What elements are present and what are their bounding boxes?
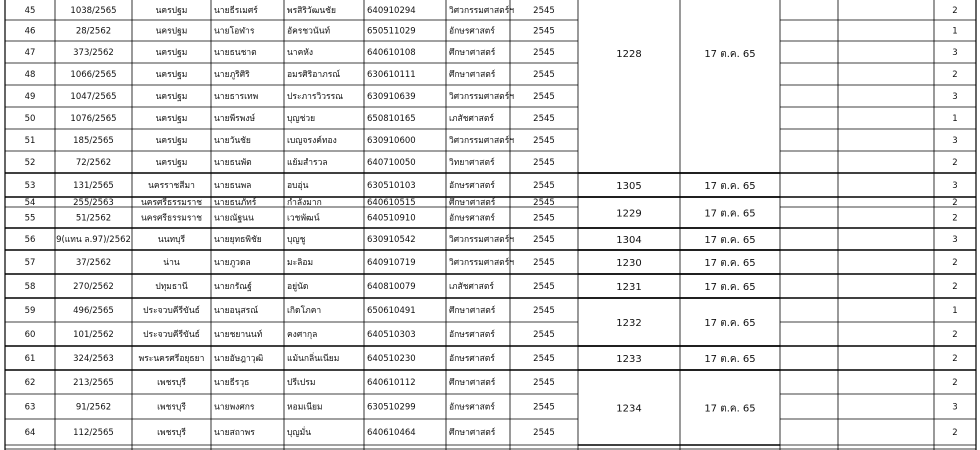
cell-date: 17 ต.ค. 65 (704, 49, 756, 60)
cell-no: 48 (24, 70, 36, 80)
cell-last: มะลิอม (287, 258, 314, 268)
cell-count: 1 (952, 114, 958, 124)
cell-room: 1234 (616, 403, 642, 415)
cell-prov: นครปฐม (155, 114, 188, 124)
cell-doc: 324/2563 (73, 354, 114, 364)
cell-id: 630910639 (367, 92, 416, 102)
cell-room: 1233 (616, 354, 642, 365)
cell-count: 2 (952, 70, 958, 80)
cell-date: 17 ต.ค. 65 (704, 282, 756, 293)
cell-prov: น่าน (163, 258, 180, 268)
cell-no: 58 (24, 282, 36, 292)
cell-room: 1305 (616, 181, 642, 192)
cell-fac: วิศวกรรมศาสตร์ฯ (449, 258, 515, 268)
cell-no: 54 (24, 198, 36, 208)
cell-date: 17 ต.ค. 65 (704, 354, 756, 365)
cell-no: 55 (24, 213, 36, 224)
cell-prov: นครราชสีมา (148, 181, 195, 191)
cell-last: ประภารวิวรรณ (287, 92, 344, 102)
cell-first: นายธนชาต (214, 48, 257, 58)
cell-last: อมรศิริอาภรณ์ (287, 70, 341, 80)
cell-first: นายสถาพร (214, 428, 255, 438)
cell-first: นายธนพล (214, 181, 252, 191)
cell-doc: 373/2562 (73, 48, 114, 58)
cell-fac: ศึกษาศาสตร์ (449, 378, 496, 388)
cell-id: 640910719 (367, 258, 416, 268)
cell-fac: เภสัชศาสตร์ (449, 114, 494, 124)
cell-doc: 101/2562 (73, 330, 114, 340)
cell-date: 17 ต.ค. 65 (704, 403, 756, 415)
cell-last: คงศากุล (287, 330, 318, 340)
cell-first: นายธีรเมศร์ (214, 6, 258, 16)
cell-last: หอมเนียม (287, 402, 323, 413)
cell-fac: วิศวกรรมศาสตร์ฯ (449, 6, 515, 16)
cell-first: นายกรัณฐ์ (214, 282, 252, 292)
cell-id: 640610112 (367, 378, 416, 388)
cell-first: นายพีรพงษ์ (214, 114, 256, 124)
cell-doc: 1038/2565 (70, 6, 117, 16)
cell-year: 2545 (533, 136, 555, 146)
cell-last: บุญมั่น (287, 428, 312, 438)
cell-id: 640510910 (367, 213, 416, 224)
cell-no: 53 (24, 181, 36, 191)
cell-count: 3 (952, 48, 958, 58)
cell-first: นายวันชัย (214, 136, 251, 146)
cell-room: 1231 (616, 282, 642, 293)
cell-id: 650810165 (367, 114, 416, 124)
cell-id: 630510299 (367, 402, 416, 413)
cell-first: นายอัษฎาวุฒิ (214, 354, 264, 364)
cell-doc: 37/2562 (75, 258, 112, 268)
cell-id: 640610464 (367, 428, 416, 438)
cell-first: นายอนุสรณ์ (214, 306, 259, 316)
cell-year: 2545 (533, 181, 555, 191)
cell-prov: เพชรบุรี (157, 402, 186, 413)
cell-count: 2 (952, 6, 958, 16)
cell-year: 2545 (533, 6, 555, 16)
cell-room: 1232 (616, 318, 642, 329)
cell-prov: นครศรีธรรมราช (140, 198, 203, 208)
cell-count: 2 (952, 330, 958, 340)
cell-no: 60 (24, 330, 36, 340)
cell-count: 2 (952, 354, 958, 364)
cell-no: 46 (24, 26, 36, 37)
cell-year: 2545 (533, 70, 555, 80)
cell-count: 2 (952, 213, 958, 224)
cell-prov: นครศรีธรรมราช (140, 213, 203, 224)
cell-last: อัครชวนันท์ (287, 26, 331, 37)
cell-doc: 1047/2565 (70, 92, 117, 102)
cell-last: พรสิริวัฒนชัย (287, 6, 336, 16)
cell-doc: 1076/2565 (70, 114, 117, 124)
cell-prov: นครปฐม (155, 92, 188, 102)
cell-first: นายโอฬาร (214, 26, 255, 37)
cell-count: 3 (952, 136, 958, 146)
cell-doc: 131/2565 (73, 181, 114, 191)
cell-room: 1304 (616, 235, 642, 246)
cell-count: 3 (952, 402, 958, 413)
cell-fac: ศึกษาศาสตร์ (449, 428, 496, 438)
cell-doc: 270/2562 (73, 282, 114, 292)
cell-year: 2545 (533, 306, 555, 316)
cell-year: 2545 (533, 114, 555, 124)
cell-no: 50 (24, 114, 36, 124)
cell-first: นายณัฐนน (214, 213, 254, 224)
cell-year: 2545 (533, 428, 555, 438)
cell-fac: ศึกษาศาสตร์ (449, 306, 496, 316)
cell-year: 2545 (533, 92, 555, 102)
cell-year: 2545 (533, 158, 555, 168)
cell-no: 61 (24, 354, 36, 364)
cell-no: 52 (24, 158, 36, 168)
cell-doc: 112/2565 (73, 428, 114, 438)
cell-no: 59 (24, 306, 36, 316)
cell-no: 62 (24, 378, 36, 388)
cell-prov: ประจวบคีรีขันธ์ (143, 306, 200, 316)
cell-last: เกิดโภคา (287, 306, 322, 316)
cell-last: เบญจรงค์ทอง (287, 136, 337, 146)
cell-fac: ศึกษาศาสตร์ (449, 70, 496, 80)
cell-prov: นครปฐม (155, 6, 188, 16)
cell-fac: อักษรศาสตร์ (449, 213, 495, 224)
cell-doc: 28/2562 (75, 26, 112, 37)
cell-no: 45 (24, 6, 36, 16)
cell-prov: ปทุมธานี (155, 282, 188, 292)
cell-fac: วิทยาศาสตร์ (449, 158, 495, 168)
cell-date: 17 ต.ค. 65 (704, 208, 756, 220)
cell-prov: พระนครศรีอยุธยา (138, 354, 205, 364)
cell-id: 640610108 (367, 48, 416, 58)
cell-id: 640610515 (367, 198, 416, 208)
cell-last: เวชพัฒน์ (287, 213, 320, 224)
cell-prov: ประจวบคีรีขันธ์ (143, 330, 200, 340)
cell-date: 17 ต.ค. 65 (704, 318, 756, 329)
cell-fac: วิศวกรรมศาสตร์ฯ (449, 136, 515, 146)
cell-no: 57 (24, 258, 36, 268)
cell-first: นายธีรวุธ (214, 378, 250, 388)
cell-year: 2545 (533, 235, 555, 245)
cell-first: นายชยานนท์ (214, 330, 263, 340)
cell-room: 1230 (616, 258, 642, 269)
cell-fac: อักษรศาสตร์ (449, 402, 495, 413)
cell-year: 2545 (533, 354, 555, 364)
cell-doc: 213/2565 (73, 378, 114, 388)
cell-fac: ศึกษาศาสตร์ (449, 198, 496, 208)
cell-year: 2545 (533, 213, 555, 224)
cell-count: 1 (952, 306, 958, 316)
cell-id: 650610491 (367, 306, 416, 316)
cell-last: กำลังมาก (287, 198, 322, 208)
cell-doc: 1066/2565 (70, 70, 117, 80)
cell-id: 640510303 (367, 330, 416, 340)
cell-no: 63 (24, 402, 36, 413)
cell-room: 1229 (616, 208, 642, 220)
cell-year: 2545 (533, 330, 555, 340)
cell-no: 56 (24, 235, 36, 245)
cell-count: 2 (952, 428, 958, 438)
cell-count: 2 (952, 282, 958, 292)
cell-no: 51 (24, 136, 36, 146)
cell-year: 2545 (533, 48, 555, 58)
cell-year: 2545 (533, 198, 555, 208)
cell-no: 49 (24, 92, 36, 102)
cell-id: 630910600 (367, 136, 416, 146)
cell-date: 17 ต.ค. 65 (704, 235, 756, 246)
cell-year: 2545 (533, 282, 555, 292)
cell-fac: วิศวกรรมศาสตร์ฯ (449, 92, 515, 102)
cell-fac: อักษรศาสตร์ (449, 26, 495, 37)
cell-date: 17 ต.ค. 65 (704, 181, 756, 192)
cell-id: 630610111 (367, 70, 416, 80)
cell-count: 3 (952, 181, 958, 191)
cell-id: 650511029 (367, 26, 416, 37)
cell-prov: เพชรบุรี (157, 428, 186, 438)
cell-last: บุญช่วย (287, 114, 316, 124)
cell-fac: วิศวกรรมศาสตร์ฯ (449, 235, 515, 245)
cell-count: 2 (952, 378, 958, 388)
cell-count: 2 (952, 158, 958, 168)
cell-first: นายภูวดล (214, 258, 251, 268)
cell-id: 630910542 (367, 235, 416, 245)
cell-doc: 51/2562 (75, 213, 112, 224)
cell-year: 2545 (533, 258, 555, 268)
cell-id: 630510103 (367, 181, 416, 191)
cell-first: นายธารเทพ (214, 92, 259, 102)
cell-prov: เพชรบุรี (157, 378, 186, 388)
cell-fac: อักษรศาสตร์ (449, 330, 495, 340)
cell-no: 64 (24, 428, 36, 438)
cell-first: นายยุทธพิชัย (214, 235, 262, 245)
cell-id: 640910294 (367, 6, 416, 16)
cell-room: 1228 (616, 49, 642, 60)
cell-id: 640810079 (367, 282, 416, 292)
cell-last: อยู่นัด (287, 282, 309, 292)
cell-prov: นครปฐม (155, 136, 188, 146)
cell-first: นายพงศกร (214, 402, 255, 413)
cell-id: 640710050 (367, 158, 416, 168)
cell-last: ปรีเปรม (287, 378, 316, 388)
cell-fac: อักษรศาสตร์ (449, 181, 495, 191)
cell-year: 2545 (533, 378, 555, 388)
cell-last: อบอุ่น (287, 181, 309, 191)
cell-fac: ศึกษาศาสตร์ (449, 48, 496, 58)
cell-prov: นครปฐม (155, 48, 188, 58)
cell-count: 2 (952, 198, 958, 208)
cell-prov: นครปฐม (155, 70, 188, 80)
cell-count: 2 (952, 258, 958, 268)
cell-doc: 72/2562 (75, 158, 112, 168)
cell-prov: นครปฐม (155, 26, 188, 37)
cell-count: 3 (952, 235, 958, 245)
cell-year: 2545 (533, 26, 555, 37)
cell-last: นาคหัง (287, 48, 314, 58)
cell-no: 47 (24, 48, 36, 58)
cell-fac: เภสัชศาสตร์ (449, 282, 494, 292)
cell-doc: 496/2565 (73, 306, 114, 316)
cell-doc: 185/2565 (73, 136, 114, 146)
cell-doc: 255/2563 (73, 198, 114, 208)
cell-last: บุญชู (287, 235, 306, 245)
cell-doc: 9(แทน ล.97)/2562 (56, 235, 131, 245)
cell-first: นายธนภัทร์ (214, 198, 257, 208)
cell-year: 2545 (533, 402, 555, 413)
cell-count: 3 (952, 92, 958, 102)
cell-first: นายธนพัต (214, 158, 252, 168)
cell-first: นายภูริศิริ (214, 70, 250, 80)
cell-count: 1 (952, 26, 958, 37)
cell-last: แม้นกลิ่นเนียม (287, 354, 340, 364)
cell-id: 640510230 (367, 354, 416, 364)
cell-prov: นนทบุรี (157, 235, 186, 245)
cell-date: 17 ต.ค. 65 (704, 258, 756, 269)
cell-prov: นครปฐม (155, 158, 188, 168)
cell-fac: อักษรศาสตร์ (449, 354, 495, 364)
cell-doc: 91/2562 (75, 402, 112, 413)
cell-last: แย้มสำรวล (287, 158, 328, 168)
